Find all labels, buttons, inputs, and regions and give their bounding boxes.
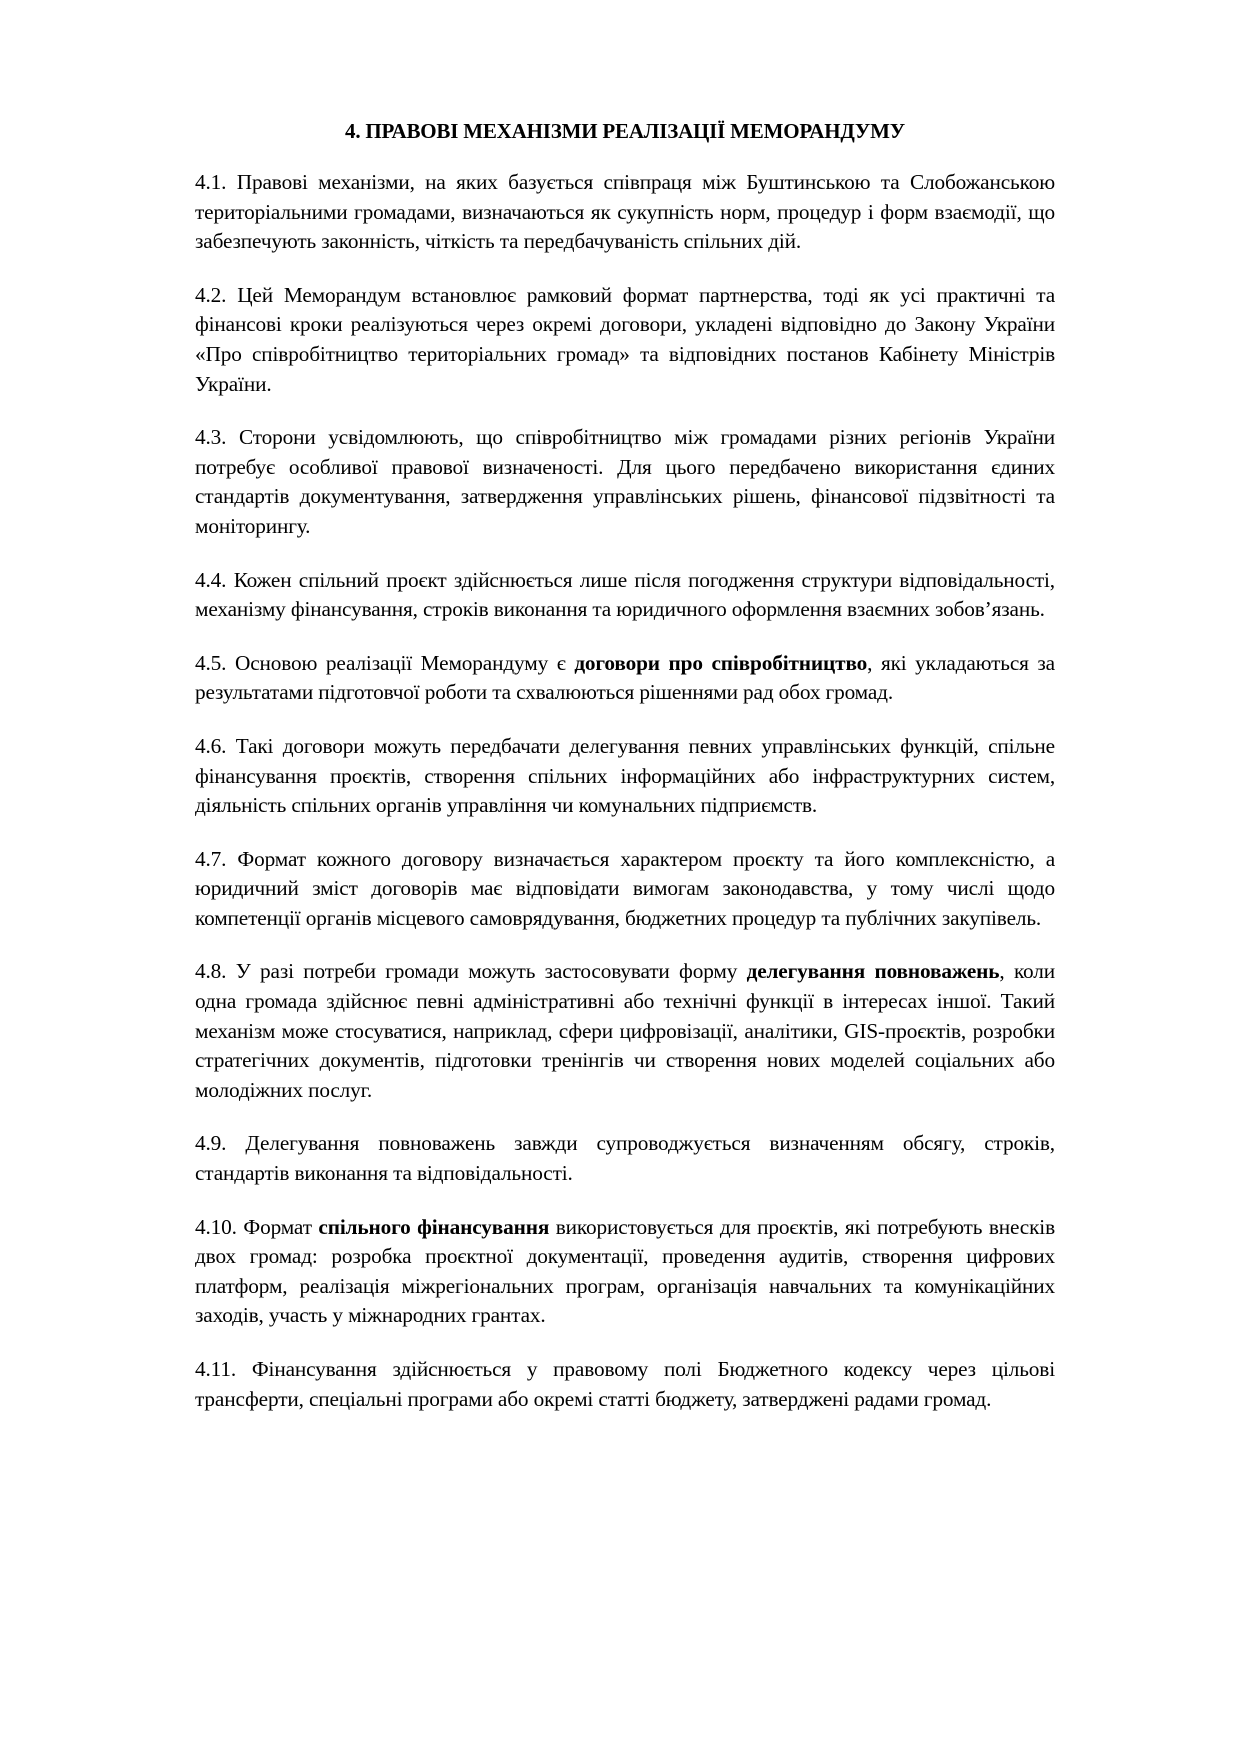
paragraph-text-before: Основою реалізації Меморандуму є <box>234 650 575 675</box>
paragraph-number: 4.8. <box>195 959 227 984</box>
paragraph-number: 4.5. <box>195 650 227 675</box>
paragraph-text-after: використовується для проєктів, які потребують внесків двох громад: розробка проєктної документації, проведення аудитів, створення цифрових платформ, реалізація міжрегіональних програм, організація навчальних та комунікаційних заходів, участь у міжнародних грантах. <box>195 1214 1055 1328</box>
paragraph-text-after: , коли одна громада здійснює певні адміністративні або технічні функції в інтересах іншої. Такий механізм може стосуватися, наприклад, сфери цифровізації, аналітики, GIS-проєктів, розробки стратегічних документів, підготовки тренінгів чи створення нових моделей соціальних або молодіжних послуг. <box>195 959 1055 1102</box>
paragraph-text: Правові механізми, на яких базується співпраця між Буштинською та Слобожанською територіальними громадами, визначаються як сукупність норм, процедур і форм взаємодії, що забезпечують законність, чіткість та передбачуваність спільних дій. <box>195 170 1055 254</box>
paragraph-number: 4.10. <box>195 1214 237 1239</box>
paragraph-text: Фінансування здійснюється у правовому полі Бюджетного кодексу через цільові трансферти, спеціальні програми або окремі статті бюджету, затверджені радами громад. <box>195 1357 1055 1411</box>
paragraph-4-5 <box>195 649 1055 708</box>
document-page <box>195 118 1055 1438</box>
paragraph-4-2 <box>195 281 1055 399</box>
paragraph-bold-term: делегування повноважень <box>746 959 1000 984</box>
paragraph-bold-term: договори про співробітництво <box>574 650 868 675</box>
paragraph-4-9 <box>195 1129 1055 1188</box>
paragraph-4-10 <box>195 1213 1055 1331</box>
paragraph-4-3 <box>195 423 1055 541</box>
paragraph-text: Формат кожного договору визначається характером проєкту та його комплексністю, а юридичний зміст договорів має відповідати вимогам законодавства, у тому числі щодо компетенції органів місцевого самоврядування, бюджетних процедур та публічних закупівель. <box>195 846 1055 930</box>
paragraph-number: 4.7. <box>195 846 227 871</box>
paragraph-number: 4.9. <box>195 1131 227 1156</box>
paragraph-4-6 <box>195 732 1055 821</box>
paragraph-4-8 <box>195 957 1055 1105</box>
paragraph-number: 4.2. <box>195 282 227 307</box>
paragraph-text: Сторони усвідомлюють, що співробітництво між громадами різних регіонів України потребує особливої правової визначеності. Для цього передбачено використання єдиних стандартів документування, затвердження управлінських рішень, фінансової підзвітності та моніторингу. <box>195 425 1055 538</box>
paragraph-4-4 <box>195 566 1055 625</box>
paragraph-text: Кожен спільний проєкт здійснюється лише після погодження структури відповідальності, механізму фінансування, строків виконання та юридичного оформлення взаємних зобов’язань. <box>195 567 1055 622</box>
paragraph-number: 4.1. <box>195 170 227 194</box>
paragraph-number: 4.3. <box>195 425 227 450</box>
paragraph-text: Цей Меморандум встановлює рамковий формат партнерства, тоді як усі практичні та фінансові кроки реалізуються через окремі договори, укладені відповідно до Закону України «Про співробітництво територіальних громад» та відповідних постанов Кабінету Міністрів України. <box>195 282 1055 396</box>
paragraph-4-1 <box>195 168 1055 257</box>
paragraph-number: 4.6. <box>195 733 227 758</box>
paragraph-bold-term: спільного фінансування <box>318 1214 550 1239</box>
paragraph-4-11 <box>195 1355 1055 1414</box>
paragraph-4-7 <box>195 845 1055 934</box>
section-heading: 4. ПРАВОВІ МЕХАНІЗМИ РЕАЛІЗАЦІЇ МЕМОРАНДУМУ <box>345 119 905 143</box>
paragraph-text: Такі договори можуть передбачати делегування певних управлінських функцій, спільне фінансування проєктів, створення спільних інформаційних або інфраструктурних систем, діяльність спільних органів управління чи комунальних підприємств. <box>195 733 1055 818</box>
paragraph-text-before: Формат <box>243 1214 319 1239</box>
paragraph-text-after: , які укладаються за результатами підготовчої роботи та схвалюються рішеннями рад обох громад. <box>195 650 1055 705</box>
paragraph-text-before: У разі потреби громади можуть застосовувати форму <box>235 959 747 984</box>
paragraph-text: Делегування повноважень завжди супроводжується визначенням обсягу, строків, стандартів виконання та відповідальності. <box>195 1131 1055 1186</box>
paragraph-number: 4.11. <box>195 1357 237 1381</box>
paragraph-number: 4.4. <box>195 567 227 592</box>
